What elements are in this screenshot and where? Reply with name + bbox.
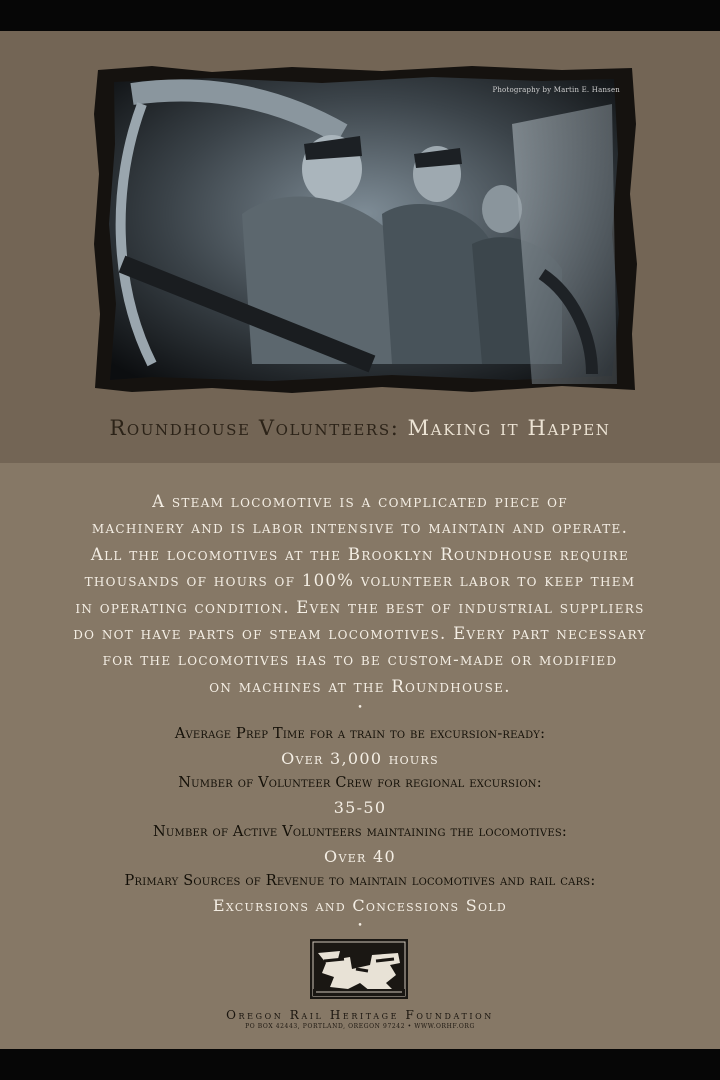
- stat-label: Primary Sources of Revenue to maintain locomotives and rail cars:: [124, 873, 596, 889]
- stat-label: Number of Volunteer Crew for regional excursion:: [178, 775, 542, 791]
- stat-value: Over 3,000 hours: [281, 748, 439, 768]
- stat-label: Average Prep Time for a train to be excursion-ready:: [174, 726, 546, 742]
- photo-credit: Photography by Martin E. Hansen: [492, 86, 620, 94]
- paragraph-line: thousands of hours of 100% volunteer labor to keep them: [84, 571, 636, 591]
- separator-bullet: •: [357, 703, 363, 713]
- stat-value: Excursions and Concessions Sold: [212, 895, 508, 915]
- top-black-bar: [0, 0, 720, 31]
- intro-paragraph: [30, 489, 690, 700]
- organization-name: Oregon Rail Heritage Foundation: [226, 1008, 494, 1022]
- stat-value: Over 40: [324, 846, 396, 866]
- headline: [0, 416, 720, 440]
- paragraph-line: for the locomotives has to be custom-made or modified: [102, 650, 618, 670]
- bottom-black-bar: [0, 1049, 720, 1080]
- paragraph-line: do not have parts of steam locomotives. Every part necessary: [73, 624, 647, 644]
- orhf-logo: [310, 939, 408, 999]
- headline-part-2: Making it Happen: [407, 416, 611, 440]
- stat-value: 35-50: [333, 797, 387, 817]
- separator-bullet: •: [357, 921, 363, 931]
- organization-address: PO BOX 42443, PORTLAND, OREGON 97242 • WWW.ORHF.ORG: [245, 1023, 475, 1030]
- stats-list: [0, 722, 720, 918]
- paragraph-line: on machines at the Roundhouse.: [209, 676, 511, 696]
- stat-label: Number of Active Volunteers maintaining the locomotives:: [153, 824, 567, 840]
- headline-part-1: Roundhouse Volunteers:: [109, 416, 400, 440]
- paragraph-line: All the locomotives at the Brooklyn Roundhouse require: [90, 544, 630, 564]
- paragraph-line: A steam locomotive is a complicated piece of: [152, 492, 568, 511]
- volunteers-photo: [92, 64, 638, 394]
- paragraph-line: in operating condition. Even the best of industrial suppliers: [75, 597, 645, 617]
- paragraph-line: machinery and is labor intensive to maintain and operate.: [91, 518, 629, 538]
